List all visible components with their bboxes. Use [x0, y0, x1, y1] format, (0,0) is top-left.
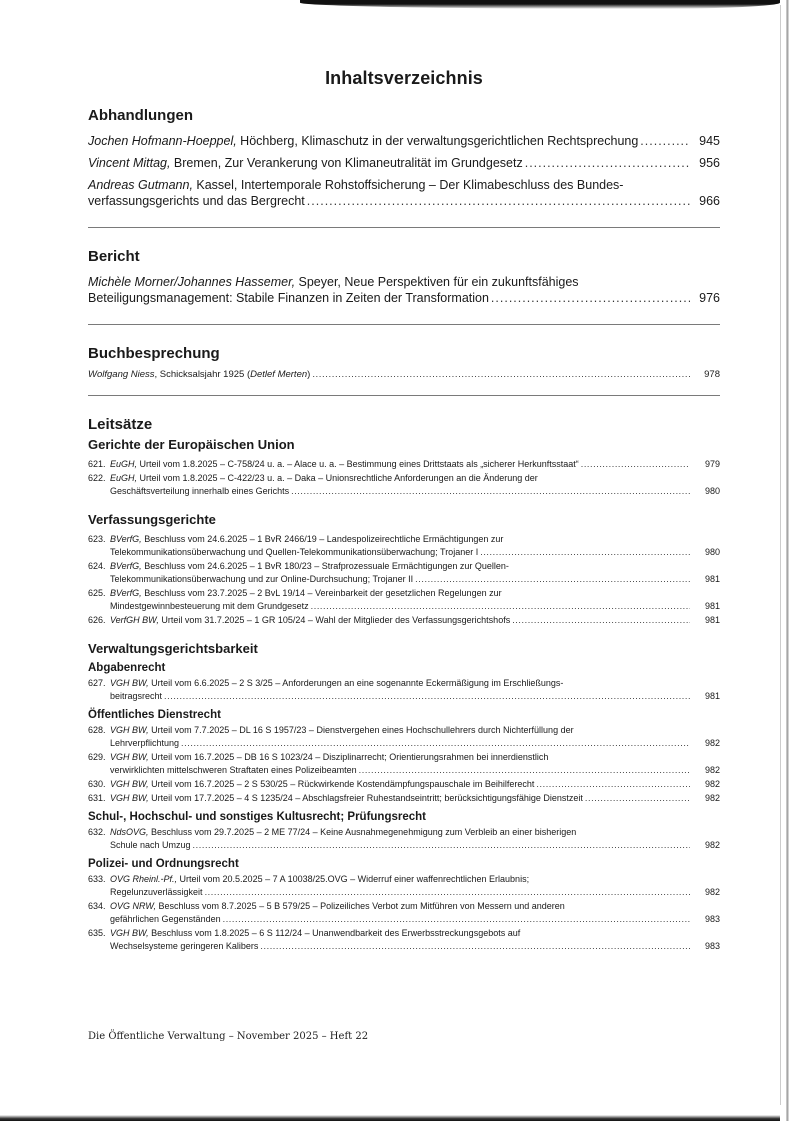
entry-court: BVerfG, [110, 588, 142, 598]
entry-first-line [88, 751, 690, 764]
leader-dots [311, 600, 690, 613]
entry-title: Höchberg, Klimaschutz in der verwaltungsgerichtlichen Rechtsprechung [236, 134, 639, 148]
entry-first-line [88, 677, 690, 690]
entry-text [110, 690, 162, 703]
page-number: 982 [704, 840, 720, 850]
entry-body [88, 614, 690, 627]
entry-title-start: Speyer, Neue Perspektiven für ein zukunftsfähiges [295, 275, 579, 289]
leader-dots [525, 155, 690, 171]
entry-text [110, 600, 309, 613]
entry-title: verwirklichten mittelschweren Straftaten eines Polizeibeamten [110, 765, 357, 775]
subsubsection-heading: Öffentliches Dienstrecht [88, 709, 221, 721]
entry-text [110, 886, 203, 899]
section-bericht [88, 248, 720, 306]
entry-title-start: Beschluss vom 24.6.2025 – 1 BvR 2466/19 – Landespolizeirechtliche Ermächtigungen zur [141, 534, 504, 544]
subsubsection-heading: Polizei- und Ordnungsrecht [88, 858, 239, 870]
entry-number: 624. [88, 561, 106, 571]
subsection-heading: Gerichte der Europäischen Union [88, 437, 295, 452]
entry-body [88, 587, 690, 613]
entry-text [110, 913, 221, 926]
entry-title: , Schicksalsjahr 1925 ( [154, 369, 251, 380]
entry-title: Wechselsysteme geringeren Kalibers [110, 941, 259, 951]
section-abhandlungen [88, 107, 720, 209]
toc-entry[interactable] [88, 900, 720, 926]
toc-entry[interactable] [88, 927, 720, 953]
entry-title: Urteil vom 1.8.2025 – C-758/24 u. a. – Alace u. a. – Bestimmung eines Drittstaats als „sicherer Herkunftsstaat“ [137, 459, 579, 469]
page-number: 982 [704, 887, 720, 897]
entry-list [88, 724, 720, 805]
entry-first-line [88, 560, 690, 573]
entry-number: 629. [88, 752, 106, 762]
entry-list [88, 274, 720, 306]
entry-number: 625. [88, 588, 106, 598]
toc-entry[interactable] [88, 274, 720, 306]
entry-first-line [88, 826, 690, 839]
entry-title-start: Beschluss vom 8.7.2025 – 5 B 579/25 – Polizeiliches Verbot zum Mitführen von Messern und anderen [156, 901, 565, 911]
entry-number: 632. [88, 827, 106, 837]
entry-title: Bremen, Zur Verankerung von Klimaneutralität im Grundgesetz [170, 156, 523, 170]
leader-dots [359, 764, 690, 777]
entry-author: Vincent Mittag, [88, 156, 171, 170]
entry-title-start: Beschluss vom 29.7.2025 – 2 ME 77/24 – Keine Ausnahmegenehmigung zum Verbleib an einer bisherigen [148, 827, 577, 837]
toc-entry[interactable] [88, 614, 720, 627]
leader-dots [260, 940, 690, 953]
subsection-heading: Verwaltungsgerichtsbarkeit [88, 641, 258, 656]
entry-number: 627. [88, 678, 106, 688]
leader-dots [480, 546, 690, 559]
entry-number: 621. [88, 459, 106, 469]
section-buchbesprechung [88, 345, 720, 381]
entry-number: 630. [88, 779, 106, 789]
entry-first-line [88, 587, 690, 600]
entry-title-start: Urteil vom 6.6.2025 – 2 S 3/25 – Anforderungen an eine sogenannte Eckermäßigung im Erschließungs- [148, 678, 564, 688]
entry-title: Geschäftsverteilung innerhalb eines Gerichts [110, 486, 290, 496]
entry-title: Lehrverpflichtung [110, 738, 180, 748]
section-heading: Abhandlungen [88, 107, 193, 124]
entry-first-line [88, 724, 690, 737]
leader-dots [640, 133, 690, 149]
entry-last-line [88, 133, 690, 149]
entry-title: gefährlichen Gegenständen [110, 914, 221, 924]
entry-number: 631. [88, 793, 106, 803]
toc-entry[interactable] [88, 458, 720, 471]
entry-body [88, 751, 690, 777]
page-number: 978 [704, 369, 720, 380]
entry-list [88, 533, 720, 627]
leader-dots [491, 290, 690, 306]
entry-last-line [88, 485, 690, 498]
entry-text [88, 368, 310, 381]
page-number: 983 [704, 941, 720, 951]
entry-title: Beteiligungsmanagement: Stabile Finanzen in Zeiten der Transformation [88, 291, 489, 305]
entry-number: 622. [88, 473, 106, 483]
entry-title: Mindestgewinnbesteuerung mit dem Grundgesetz [110, 601, 309, 611]
page-number: 976 [699, 291, 720, 305]
page-number: 982 [704, 765, 720, 775]
entry-text [88, 133, 638, 149]
page-number: 983 [704, 914, 720, 924]
entry-text [110, 737, 179, 750]
leader-dots [312, 368, 690, 381]
toc-entry[interactable] [88, 133, 720, 149]
entry-last-line [88, 913, 690, 926]
entry-last-line [88, 600, 690, 613]
entry-text [110, 573, 413, 586]
entry-title-start: Urteil vom 16.7.2025 – DB 16 S 1023/24 – Disziplinarrecht; Orientierungsrahmen bei innerdienstlich [148, 752, 549, 762]
entry-last-line [88, 778, 690, 791]
leader-dots [536, 778, 690, 791]
entry-body [88, 724, 690, 750]
entry-court: VerfGH BW, [110, 615, 159, 625]
entry-body [88, 927, 690, 953]
toc-page [88, 68, 720, 954]
entry-author: Andreas Gutmann, [88, 178, 193, 192]
scan-edge-right-inner [780, 5, 781, 1105]
entry-last-line [88, 155, 690, 171]
entry-court: EuGH, [110, 459, 138, 469]
leader-dots [415, 573, 690, 586]
entry-title: Urteil vom 16.7.2025 – 2 S 530/25 – Rückwirkende Kostendämpfungspauschale im Beihilferecht [148, 779, 535, 789]
entry-title-start: Urteil vom 20.5.2025 – 7 A 10038/25.OVG – Widerruf einer waffenrechtlichen Erlaubnis; [177, 874, 530, 884]
entry-text [110, 485, 289, 498]
entry-court: VGH BW, [110, 725, 149, 735]
entry-court: OVG Rheinl.-Pf., [110, 874, 178, 884]
entry-body [88, 472, 690, 498]
page-title: Inhaltsverzeichnis [325, 68, 483, 88]
entry-title-start: Urteil vom 1.8.2025 – C-422/23 u. a. – Daka – Unionsrechtliche Anforderungen an die Änderung der [137, 473, 538, 483]
entry-last-line [88, 764, 690, 777]
entry-title-start: Beschluss vom 1.8.2025 – 6 S 112/24 – Unanwendbarkeit des Erwerbsstreckungsgebots auf [148, 928, 521, 938]
entry-text [88, 778, 534, 791]
toc-entry[interactable] [88, 724, 720, 750]
section-heading: Bericht [88, 248, 140, 265]
entry-list [88, 873, 720, 953]
leader-dots [223, 913, 690, 926]
page-number: 981 [704, 601, 720, 611]
entry-body [88, 826, 690, 852]
page-number: 982 [704, 779, 720, 789]
entry-text [88, 614, 510, 627]
entry-number: 626. [88, 615, 106, 625]
subsection-heading: Verfassungsgerichte [88, 512, 216, 527]
toc-entry[interactable] [88, 177, 720, 209]
entry-body [88, 133, 690, 149]
entry-last-line [88, 546, 690, 559]
entry-last-line [88, 737, 690, 750]
entry-title-start: Beschluss vom 24.6.2025 – 1 BvR 180/23 – Strafprozessuale Ermächtigungen zur Quellen- [141, 561, 509, 571]
entry-body [88, 458, 690, 471]
entry-author: Wolfgang Niess [88, 369, 155, 380]
toc-entry[interactable] [88, 472, 720, 498]
section-heading: Leitsätze [88, 416, 153, 433]
entry-number: 634. [88, 901, 106, 911]
entry-court: VGH BW, [110, 752, 149, 762]
entry-last-line [88, 458, 690, 471]
page-footer: Die Öffentliche Verwaltung – November 2025 – Heft 22 [88, 1031, 369, 1042]
page-number: 982 [704, 793, 720, 803]
entry-list [88, 826, 720, 852]
leader-dots [291, 485, 690, 498]
entry-author: Michèle Morner/Johannes Hassemer, [88, 275, 296, 289]
scan-edge-bottom [0, 1115, 780, 1121]
leader-dots [581, 458, 690, 471]
entry-number: 635. [88, 928, 106, 938]
entry-list [88, 677, 720, 703]
leader-dots [181, 737, 690, 750]
toc-entry[interactable] [88, 778, 720, 791]
page-number: 956 [699, 156, 720, 170]
page-number: 980 [704, 486, 720, 496]
toc-entry[interactable] [88, 155, 720, 171]
entry-list [88, 133, 720, 209]
entry-body [88, 368, 690, 381]
entry-first-line [88, 927, 690, 940]
page-number: 981 [704, 574, 720, 584]
page-number: 945 [699, 134, 720, 148]
entry-text [110, 546, 478, 559]
divider [88, 395, 720, 396]
entry-number: 628. [88, 725, 106, 735]
entry-court: VGH BW, [110, 678, 149, 688]
entry-first-line [88, 177, 690, 193]
entry-last-line [88, 573, 690, 586]
entry-title: Regelunzuverlässigkeit [110, 887, 203, 897]
entry-last-line [88, 839, 690, 852]
entry-author: Jochen Hofmann-Hoeppel, [88, 134, 237, 148]
page-number: 979 [704, 459, 720, 469]
page-number: 966 [699, 194, 720, 208]
entry-text [88, 155, 523, 171]
entry-body [88, 900, 690, 926]
entry-last-line [88, 940, 690, 953]
scan-edge-right [786, 0, 789, 1121]
leader-dots [205, 886, 690, 899]
entry-last-line [88, 690, 690, 703]
toc-entry[interactable] [88, 792, 720, 805]
leader-dots [164, 690, 690, 703]
page-number: 982 [704, 738, 720, 748]
entry-last-line [88, 614, 690, 627]
leader-dots [585, 792, 690, 805]
entry-body [88, 778, 690, 791]
entry-title-start: Beschluss vom 23.7.2025 – 2 BvL 19/14 – Vereinbarkeit der gesetzlichen Regelungen zur [141, 588, 502, 598]
entry-court: VGH BW, [110, 793, 149, 803]
entry-court: OVG NRW, [110, 901, 157, 911]
divider [88, 324, 720, 325]
entry-court: NdsOVG, [110, 827, 149, 837]
entry-court: VGH BW, [110, 779, 149, 789]
entry-list [88, 458, 720, 498]
entry-court: BVerfG, [110, 561, 142, 571]
entry-reviewer: Detlef Merten [250, 369, 308, 380]
section-leitsaetze [88, 416, 720, 953]
toc-entry[interactable] [88, 826, 720, 852]
entry-body [88, 155, 690, 171]
toc-entry[interactable] [88, 873, 720, 899]
entry-text [110, 940, 258, 953]
entry-title: Telekommunikationsüberwachung und zur Online-Durchsuchung; Trojaner II [110, 574, 414, 584]
entry-text [88, 792, 583, 805]
entry-last-line [88, 368, 690, 381]
entry-title: Urteil vom 31.7.2025 – 1 GR 105/24 – Wahl der Mitglieder des Verfassungsgerichtshofs [158, 615, 511, 625]
entry-last-line [88, 193, 690, 209]
entry-first-line [88, 274, 690, 290]
entry-title: verfassungsgerichts und das Bergrecht [88, 194, 305, 208]
leader-dots [307, 193, 690, 209]
entry-body [88, 177, 690, 209]
entry-text [110, 839, 191, 852]
entry-body [88, 533, 690, 559]
scan-edge-top [300, 0, 780, 9]
entry-last-line [88, 792, 690, 805]
entry-title-start: Kassel, Intertemporale Rohstoffsicherung – Der Klimabeschluss des Bundes- [192, 178, 624, 192]
page-number: 980 [704, 547, 720, 557]
entry-court: EuGH, [110, 473, 138, 483]
entry-first-line [88, 472, 690, 485]
toc-entry[interactable] [88, 751, 720, 777]
entry-title-start: Urteil vom 7.7.2025 – DL 16 S 1957/23 – Dienstvergehen eines Hochschullehrers durch Nichterfüllung der [148, 725, 574, 735]
entry-text [110, 764, 357, 777]
leader-dots [193, 839, 690, 852]
subsubsection-heading: Abgabenrecht [88, 662, 166, 674]
entry-last-line [88, 886, 690, 899]
entry-body [88, 560, 690, 586]
leader-dots [512, 614, 690, 627]
entry-number: 633. [88, 874, 106, 884]
entry-text [88, 458, 579, 471]
entry-title: Urteil vom 17.7.2025 – 4 S 1235/24 – Abschlagsfreier Ruhestandseintritt; berücksichtigungsfähige Dienstzeit [148, 793, 583, 803]
entry-first-line [88, 873, 690, 886]
subsubsection-heading: Schul-, Hochschul- und sonstiges Kultusrecht; Prüfungsrecht [88, 811, 426, 823]
toc-entry[interactable] [88, 368, 720, 381]
divider [88, 227, 720, 228]
entry-number: 623. [88, 534, 106, 544]
entry-last-line [88, 290, 690, 306]
page-number: 981 [704, 691, 720, 701]
entry-body [88, 873, 690, 899]
entry-court: VGH BW, [110, 928, 149, 938]
entry-first-line [88, 900, 690, 913]
page-number: 981 [704, 615, 720, 625]
toc-entry[interactable] [88, 587, 720, 613]
toc-entry[interactable] [88, 677, 720, 703]
entry-body [88, 274, 690, 306]
entry-title: beitragsrecht [110, 691, 163, 701]
section-heading: Buchbesprechung [88, 345, 220, 362]
entry-title: Telekommunikationsüberwachung und Quellen-Telekommunikationsüberwachung; Trojaner I [110, 547, 479, 557]
entry-first-line [88, 533, 690, 546]
entry-title: Schule nach Umzug [110, 840, 191, 850]
toc-entry[interactable] [88, 560, 720, 586]
entry-body [88, 677, 690, 703]
entry-body [88, 792, 690, 805]
entry-court: BVerfG, [110, 534, 142, 544]
toc-entry[interactable] [88, 533, 720, 559]
entry-title-end: ) [307, 369, 311, 380]
